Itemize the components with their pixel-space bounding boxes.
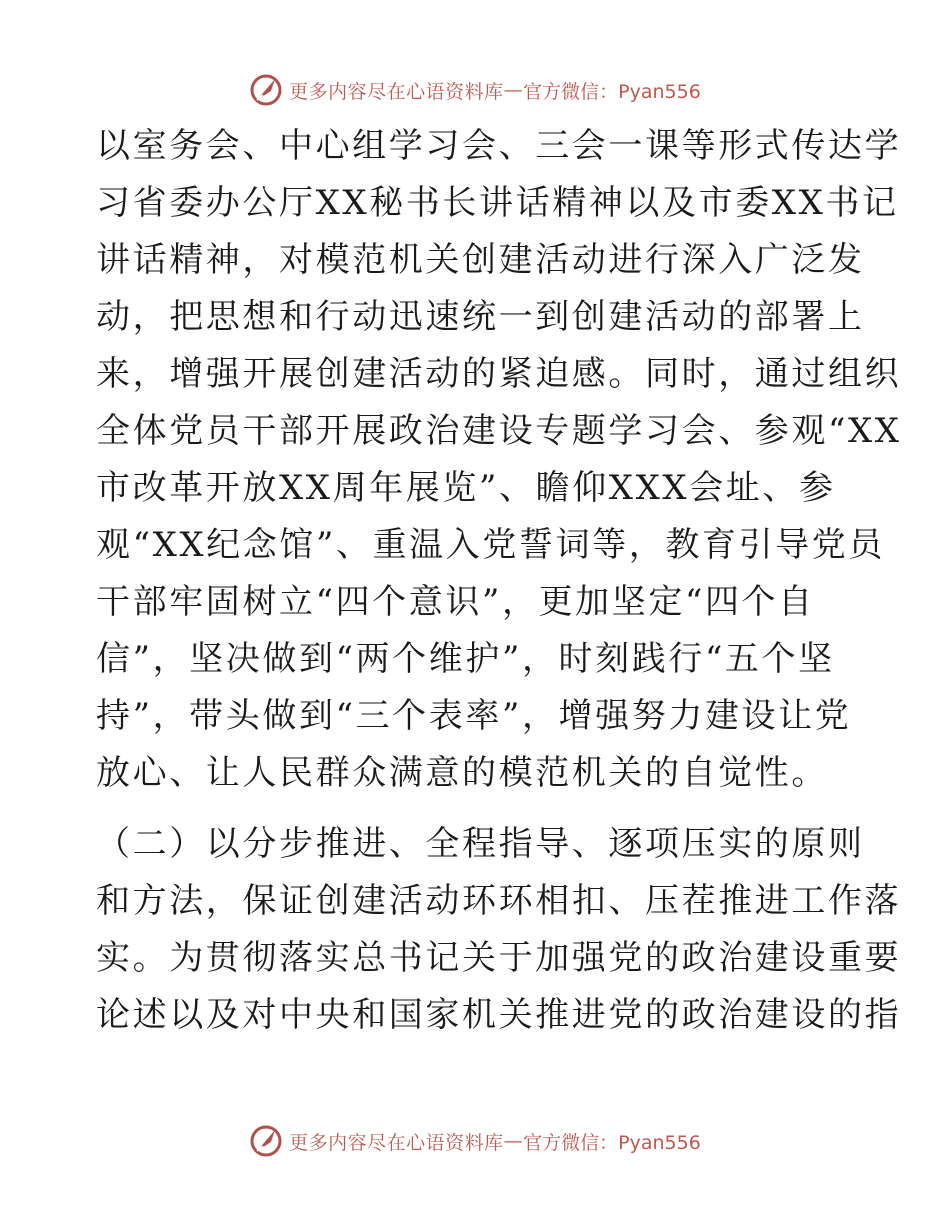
- text-line: 讲话精神，对模范机关创建活动进行深入广泛发: [96, 240, 865, 280]
- text-line: 观“XX纪念馆”、重温入党誓词等，教育引导党员: [96, 525, 885, 565]
- text-line: 论述以及对中央和国家机关推进党的政治建设的指: [96, 995, 902, 1035]
- text-line: 以室务会、中心组学习会、三会一课等形式传达学: [96, 126, 902, 166]
- text-line: 和方法，保证创建活动环环相扣、压茬推进工作落: [96, 881, 902, 921]
- watermark-dash: —: [503, 1130, 524, 1152]
- quill-logo-icon: [249, 1124, 283, 1158]
- text-line: 动，把思想和行动迅速统一到创建活动的部署上: [96, 297, 865, 337]
- text-line: 信”，坚决做到“两个维护”，时刻践行“五个坚: [96, 639, 835, 679]
- text-line: 来，增强开展创建活动的紧迫感。同时，通过组织: [96, 354, 902, 394]
- watermark-text: 更多内容尽在心语资料库: [289, 1131, 504, 1154]
- paragraph: [96, 816, 902, 1044]
- text-line: 全体党员干部开展政治建设专题学习会、参观“XX: [96, 411, 902, 451]
- header-watermark: [0, 70, 950, 110]
- quill-logo-icon: [249, 73, 283, 107]
- text-line: 干部牢固树立“四个意识”，更加坚定“四个自: [96, 582, 815, 622]
- text-line: 实。为贯彻落实总书记关于加强党的政治建设重要: [96, 938, 902, 978]
- watermark-contact: 官方微信：Pyan556: [523, 1131, 701, 1154]
- footer-watermark: [0, 1121, 950, 1161]
- watermark-contact: 官方微信：Pyan556: [523, 80, 701, 103]
- watermark-text: 更多内容尽在心语资料库: [289, 80, 504, 103]
- paragraph-gap: [96, 802, 856, 816]
- text-line: 放心、让人民群众满意的模范机关的自觉性。: [96, 753, 828, 793]
- watermark-dash: —: [503, 79, 524, 101]
- paragraph: [96, 118, 902, 802]
- text-line: 市改革开放XX周年展览”、瞻仰XXX会址、参: [96, 468, 836, 508]
- text-line: （二）以分步推进、全程指导、逐项压实的原则: [96, 824, 865, 864]
- text-line: 持”，带头做到“三个表率”，增强努力建设让党: [96, 696, 852, 736]
- text-line: 习省委办公厅XX秘书长讲话精神以及市委XX书记: [96, 183, 899, 223]
- document-body: [96, 118, 902, 1044]
